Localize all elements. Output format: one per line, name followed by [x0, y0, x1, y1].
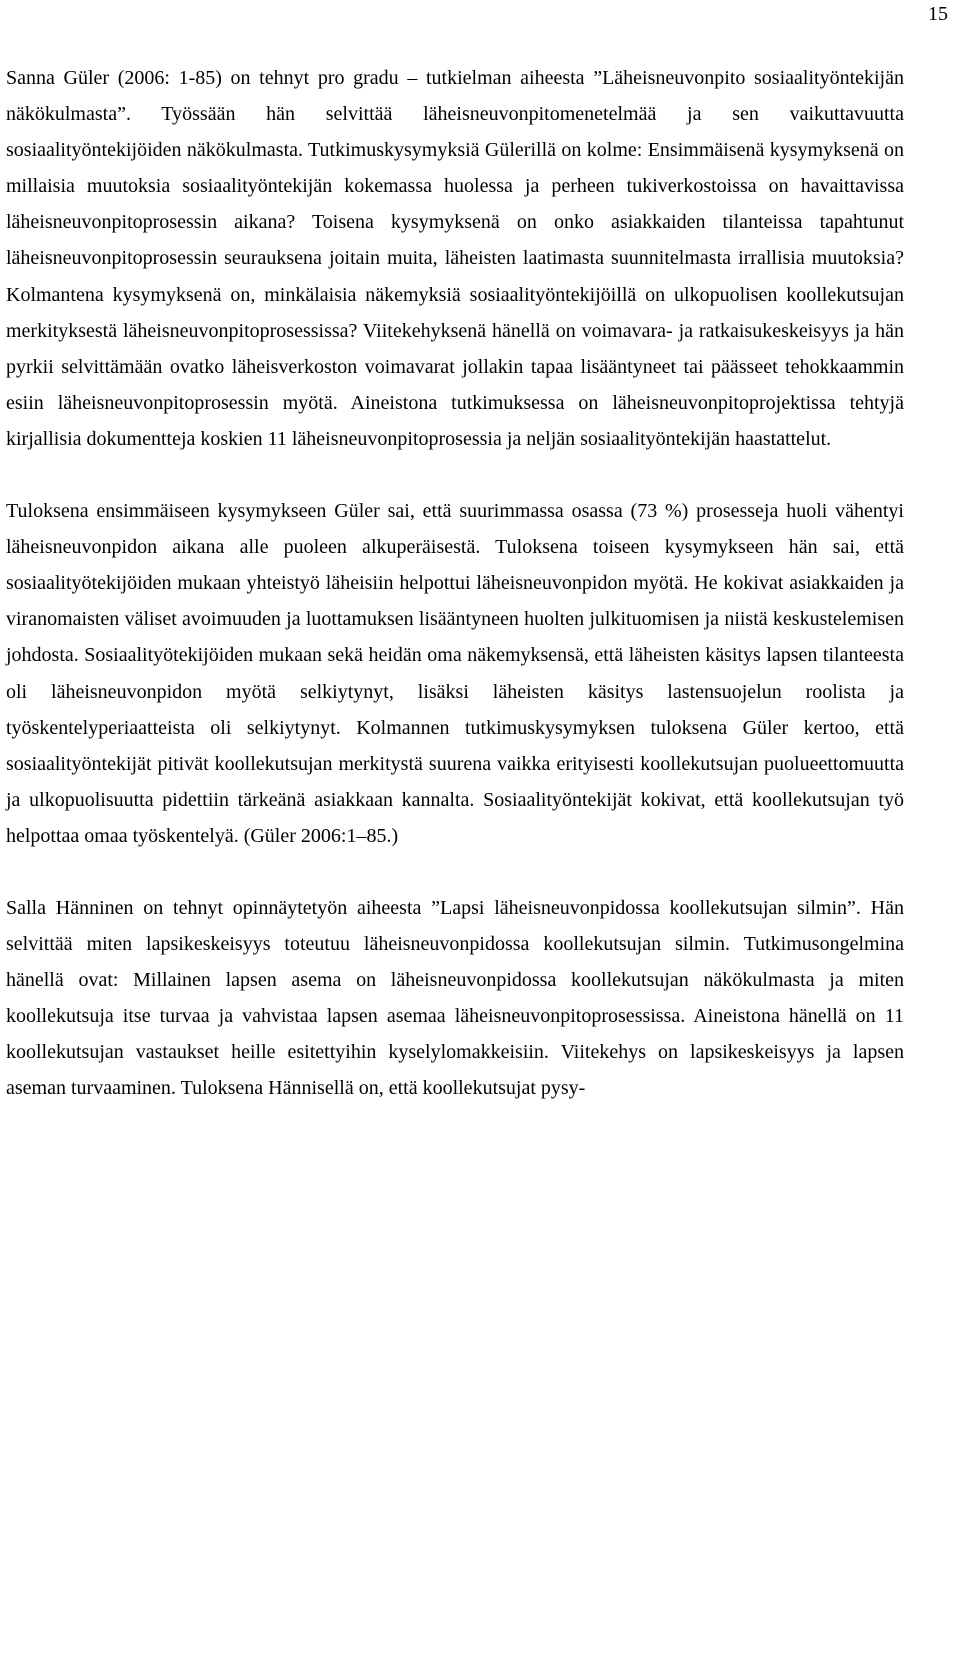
document-body — [6, 60, 904, 1107]
page-number: 15 — [928, 3, 948, 25]
paragraph-hanninen-intro: Salla Hänninen on tehnyt opinnäytetyön aiheesta ”Lapsi läheisneuvonpidossa koollekutsujan silmin”. Hän selvittää miten lapsikeskeisyys toteutuu läheisneuvonpidossa koollekutsujan silmin. Tutkimusongelmina hänellä ovat: Millainen lapsen asema on läheisneuvonpidossa koollekutsujan näkökulmasta ja miten koollekutsuja itse turvaa ja vahvistaa lapsen asemaa läheisneuvonpitoprosessissa. Aineistona hänellä on 11 koollekutsujan vastaukset heille esitettyihin kyselylomakkeisiin. Viitekehys on lapsikeskeisyys ja lapsen aseman turvaaminen. Tuloksena Hännisellä on, että koollekutsujat pysy- — [6, 896, 904, 1100]
paragraph-guler-results: Tuloksena ensimmäiseen kysymykseen Güler sai, että suurimmassa osassa (73 %) prosesseja huoli vähentyi läheisneuvonpidon aikana alle puoleen alkuperäisestä. Tuloksena toiseen kysymykseen hän sai, että sosiaalityötekijöiden mukaan yhteistyö läheisiin helpottui läheisneuvonpidon myötä. He kokivat asiakkaiden ja viranomaisten väliset avoimuuden ja luottamuksen lisääntyneen huolten julkituomisen ja niistä keskustelemisen johdosta. Sosiaalityötekijöiden mukaan sekä heidän oma näkemyksensä, että läheisten käsitys lapsen tilanteesta oli läheisneuvonpidon myötä selkiytynyt, lisäksi läheisten käsitys lastensuojelun roolista ja työskentelyperiaatteista oli selkiytynyt. Kolmannen tutkimuskysymyksen tuloksena Güler kertoo, että sosiaalityöntekijät pitivät koollekutsujan merkitystä suurena vaikka erityisesti koollekutsujan puolueettomuutta ja ulkopuolisuutta pidettiin tärkeänä asiakkaan kannalta. Sosiaalityöntekijät kokivat, että koollekutsujan työ helpottaa omaa työskentelyä. (Güler 2006:1–85.) — [6, 500, 904, 847]
paragraph-guler-intro: Sanna Güler (2006: 1-85) on tehnyt pro gradu – tutkielman aiheesta ”Läheisneuvonpito sosiaalityöntekijän näkökulmasta”. Työssään hän selvittää läheisneuvonpitomenetelmää ja sen vaikuttavuutta sosiaalityöntekijöiden näkökulmasta. Tutkimuskysymyksiä Gülerillä on kolme: Ensimmäisenä kysymyksenä on millaisia muutoksia sosiaalityöntekijän kokemassa huolessa ja perheen tukiverkostoissa on havaittavissa läheisneuvonpitoprosessin aikana? Toisena kysymyksenä on onko asiakkaiden tilanteissa tapahtunut läheisneuvonpitoprosessin seurauksena joitain muita, läheisten laatimasta suunnitelmasta irrallisia muutoksia? Kolmantena kysymyksenä on, minkälaisia näkemyksiä sosiaalityöntekijöillä on ulkopuolisen koollekutsujan merkityksestä läheisneuvonpitoprosessissa? Viitekehyksenä hänellä on voimavara- ja ratkaisukeskeisyys ja hän pyrkii selvittämään ovatko läheisverkoston voimavarat jollakin tapaa lisääntyneet tai päässeet tehokkaammin esiin läheisneuvonpitoprosessin myötä. Aineistona tutkimuksessa on läheisneuvonpitoprojektissa tehtyjä kirjallisia dokumentteja koskien 11 läheisneuvonpitoprosessia ja neljän sosiaalityöntekijän haastattelut. — [6, 67, 904, 450]
